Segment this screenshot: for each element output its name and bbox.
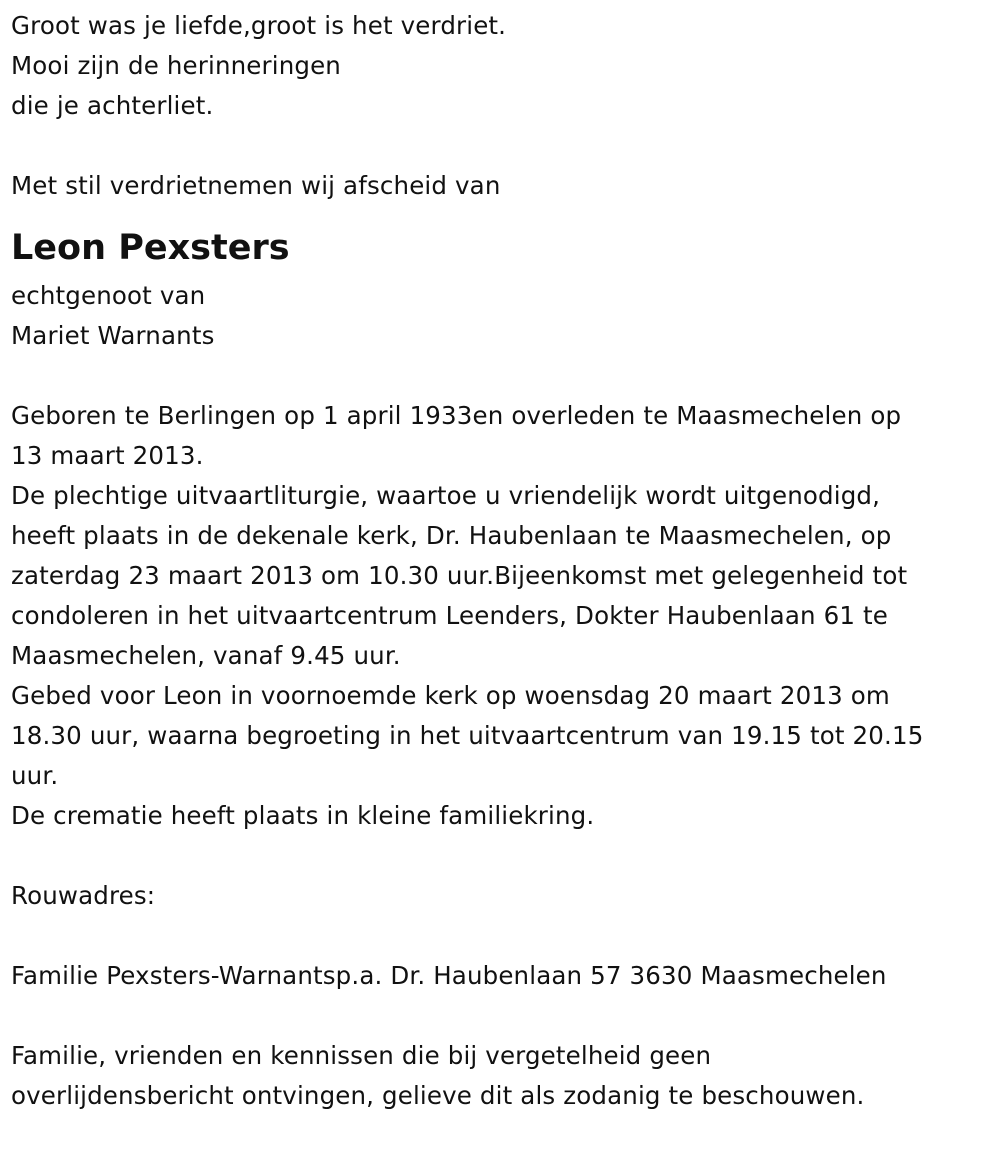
poem-line-3: die je achterliet. — [11, 91, 214, 120]
spacer — [11, 836, 991, 876]
deceased-name: Leon Pexsters — [11, 228, 290, 268]
spacer — [11, 916, 991, 956]
spacer — [11, 356, 991, 396]
funeral-line-5: Maasmechelen, vanaf 9.45 uur. — [11, 641, 401, 670]
notice-line-1: Familie, vrienden en kennissen die bij vergetelheid geen — [11, 1041, 712, 1070]
birth-death-line-1: Geboren te Berlingen op 1 april 1933en overleden te Maasmechelen op — [11, 401, 902, 430]
funeral-line-2: heeft plaats in de dekenale kerk, Dr. Haubenlaan te Maasmechelen, op — [11, 521, 892, 550]
prayer-line-2: 18.30 uur, waarna begroeting in het uitvaartcentrum van 19.15 tot 20.15 — [11, 721, 924, 750]
funeral-line-1: De plechtige uitvaartliturgie, waartoe u vriendelijk wordt uitgenodigd, — [11, 481, 881, 510]
spacer — [11, 126, 991, 166]
birth-death-line-2: 13 maart 2013. — [11, 441, 204, 470]
prayer-line-1: Gebed voor Leon in voornoemde kerk op woensdag 20 maart 2013 om — [11, 681, 890, 710]
funeral-line-3: zaterdag 23 maart 2013 om 10.30 uur.Bijeenkomst met gelegenheid tot — [11, 561, 908, 590]
intro-text: Met stil verdrietnemen wij afscheid van — [11, 171, 501, 200]
relation-label: echtgenoot van — [11, 281, 206, 310]
address-label: Rouwadres: — [11, 881, 156, 910]
spouse-name: Mariet Warnants — [11, 321, 215, 350]
address-value: Familie Pexsters-Warnantsp.a. Dr. Haubenlaan 57 3630 Maasmechelen — [11, 961, 887, 990]
notice-line-2: overlijdensbericht ontvingen, gelieve dit als zodanig te beschouwen. — [11, 1081, 865, 1110]
funeral-line-4: condoleren in het uitvaartcentrum Leenders, Dokter Haubenlaan 61 te — [11, 601, 889, 630]
cremation-text: De crematie heeft plaats in kleine familiekring. — [11, 801, 595, 830]
poem-line-2: Mooi zijn de herinneringen — [11, 51, 341, 80]
spacer — [11, 996, 991, 1036]
obituary-document — [11, 6, 991, 1116]
poem-line-1: Groot was je liefde,groot is het verdriet. — [11, 11, 507, 40]
prayer-line-3: uur. — [11, 761, 59, 790]
